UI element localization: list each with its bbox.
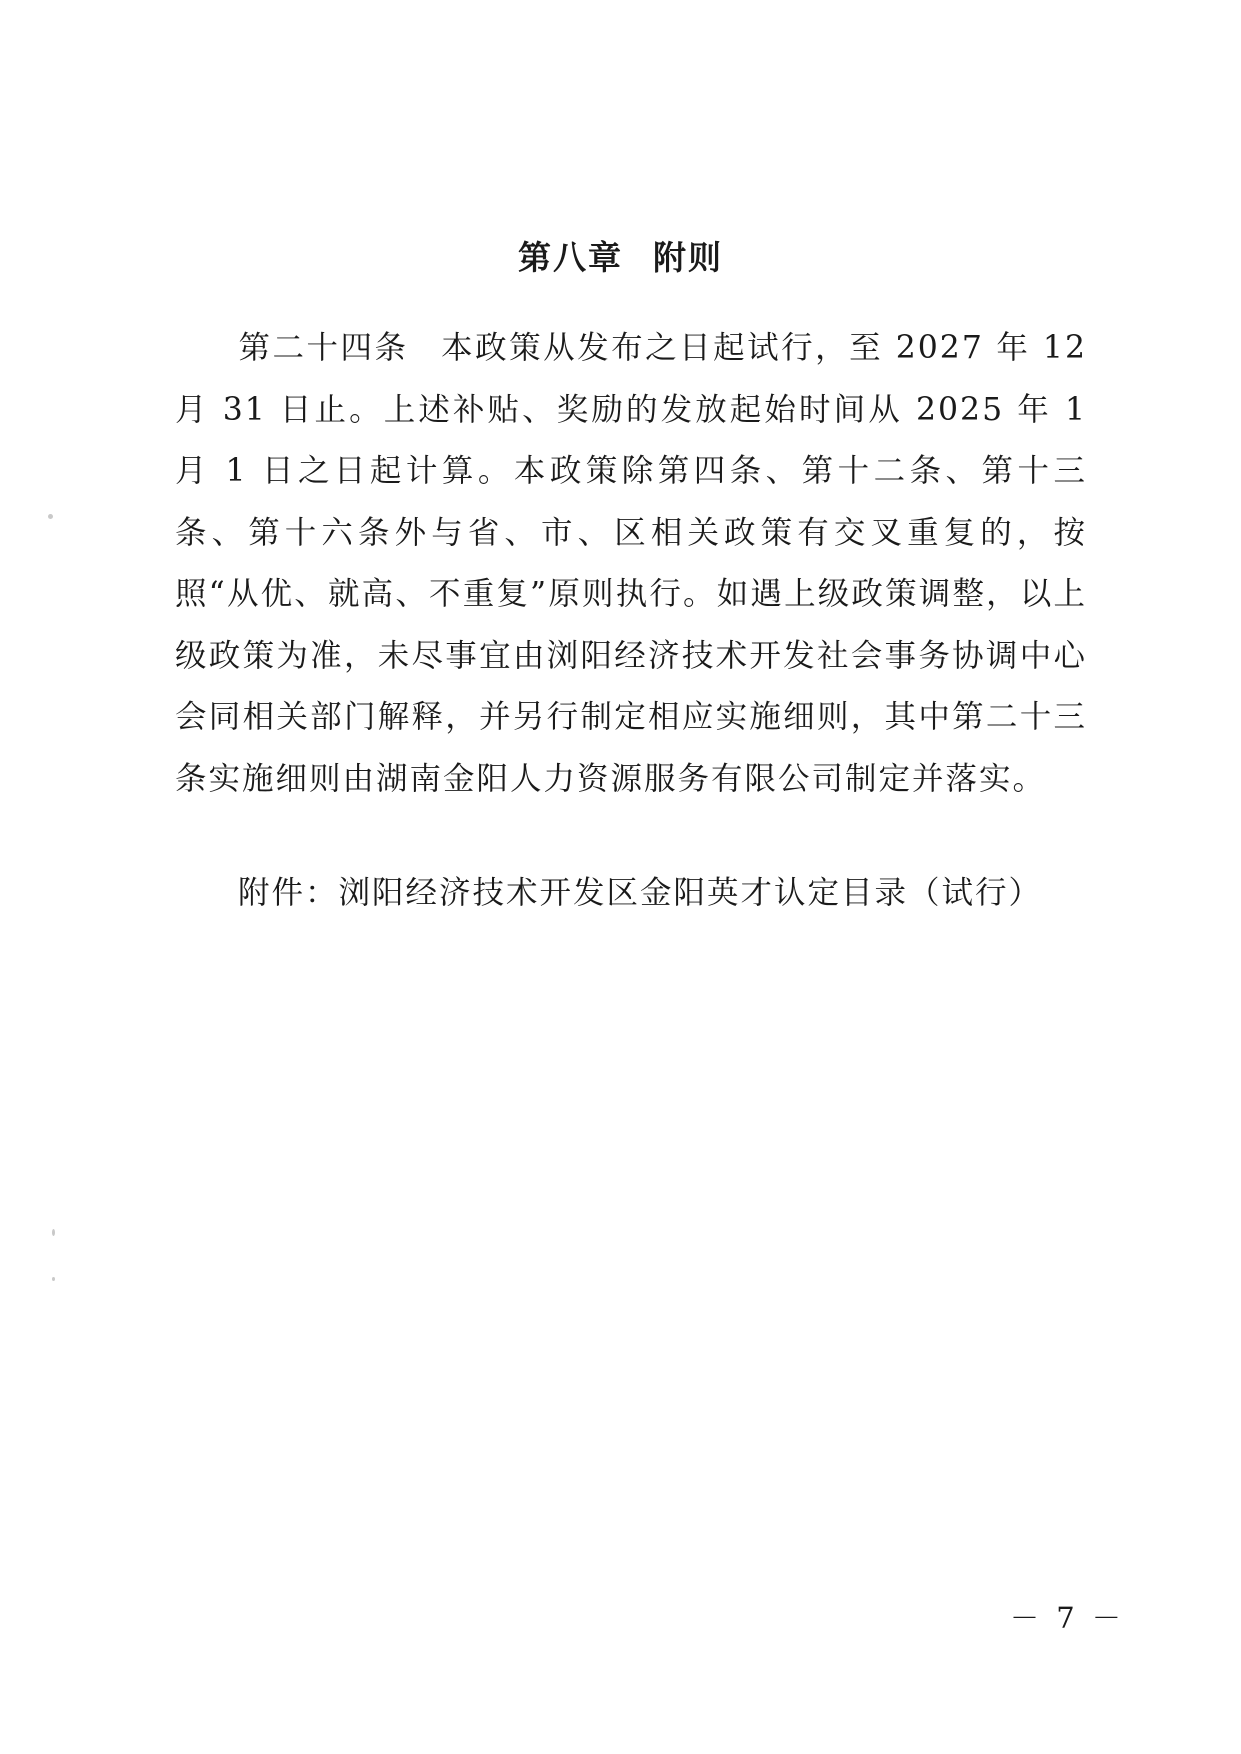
article-paragraph [175, 318, 1087, 810]
chapter-title: 附则 [653, 238, 723, 277]
attachment-title: 浏阳经济技术开发区金阳英才认定目录（试行） [338, 875, 1043, 911]
scan-speck [52, 1277, 55, 1281]
attachment-label: 附件： [238, 875, 339, 911]
article-number: 第二十四条 [238, 330, 409, 366]
page-number: － 7 － [1010, 1601, 1125, 1635]
scan-speck [48, 514, 53, 519]
attachment-line [238, 868, 1042, 913]
scan-speck [52, 1229, 55, 1236]
chapter-number: 第八章 [518, 238, 623, 277]
article-text: 本政策从发布之日起试行，至 2027 年 12 月 31 日止。上述补贴、奖励的发放起始时间从 2025 年 1 月 1 日之日起计算。本政策除第四条、第十二条、第十三条、第十六条外与省、市、区相关政策有交叉重复的，按照“从优、就高、不重复”原则执行。如遇上级政策调整，以上级政策为准，未尽事宜由浏阳经济技术开发社会事务协调中心会同相关部门解释，并另行制定相应实施细则，其中第二十三条实施细则由湖南金阳人力资源服务有限公司制定并落实。 [175, 330, 1087, 797]
chapter-heading [0, 232, 1241, 279]
